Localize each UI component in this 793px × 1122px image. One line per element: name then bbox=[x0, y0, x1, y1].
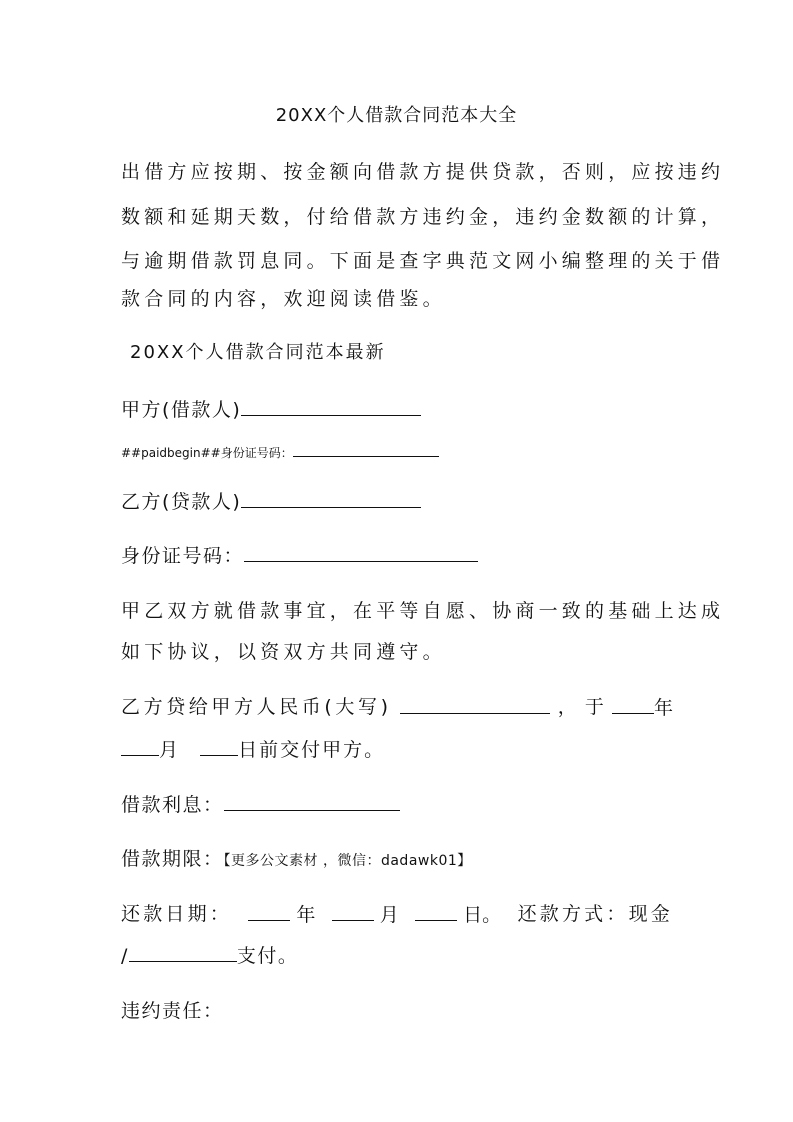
repayment-row-2 bbox=[121, 943, 673, 968]
repayment-label: 还款日期： bbox=[121, 903, 233, 925]
party-a-blank[interactable] bbox=[241, 397, 421, 416]
paid-marker-label: ##paidbegin##身份证号码： bbox=[121, 446, 293, 460]
intro-line-4: 款合同的内容，欢迎阅读借鉴。 bbox=[121, 288, 446, 310]
repay-day-label: 日。 bbox=[463, 904, 502, 926]
intro-line-1: 出借方应按期、按金额向借款方提供贷款，否则，应按违约 bbox=[121, 161, 725, 183]
party-b-label: 乙方(贷款人) bbox=[121, 491, 242, 513]
term-row bbox=[121, 847, 673, 873]
repay-method-blank[interactable] bbox=[129, 943, 237, 962]
repay-day-blank[interactable] bbox=[415, 902, 457, 921]
party-a-label: 甲方(借款人) bbox=[121, 399, 242, 421]
intro-line-2: 数额和延期天数，付给借款方违约金，违约金数额的计算， bbox=[121, 206, 725, 228]
id-number-label: 身份证号码： bbox=[121, 545, 245, 567]
id-number-blank[interactable] bbox=[244, 543, 478, 562]
loan-amount-row-2 bbox=[121, 737, 673, 762]
repayment-method-label: 还款方式：现金 bbox=[517, 903, 673, 925]
agreement-line-2: 如下协议，以资双方共同遵守。 bbox=[121, 641, 446, 663]
intro-line-3: 与逾期借款罚息同。下面是查字典范文网小编整理的关于借 bbox=[121, 250, 725, 272]
loan-year-label: 年 bbox=[653, 697, 673, 719]
loan-amount-row-1 bbox=[121, 695, 673, 720]
section-subtitle: 20XX个人借款合同范本最新 bbox=[130, 342, 386, 363]
paid-id-blank[interactable] bbox=[293, 444, 439, 457]
breach-label: 违约责任： bbox=[121, 1000, 224, 1022]
repay-month-label: 月 bbox=[379, 904, 399, 926]
party-b-row bbox=[121, 489, 673, 514]
loan-amount-at: 于 bbox=[584, 696, 604, 718]
interest-label: 借款利息： bbox=[121, 794, 224, 816]
loan-amount-blank[interactable] bbox=[400, 695, 550, 714]
interest-row bbox=[121, 792, 673, 817]
repay-month-blank[interactable] bbox=[332, 902, 374, 921]
repayment-pay-suffix: 支付。 bbox=[236, 945, 299, 967]
repayment-slash: / bbox=[121, 945, 129, 967]
loan-amount-comma: ， bbox=[557, 696, 577, 718]
repayment-row-1 bbox=[121, 902, 673, 927]
loan-month-label: 月 bbox=[159, 739, 181, 761]
repay-year-blank[interactable] bbox=[248, 902, 290, 921]
term-label: 借款期限： bbox=[121, 848, 224, 870]
loan-amount-prefix: 乙方贷给甲方人民币(大写) bbox=[121, 696, 392, 718]
interest-blank[interactable] bbox=[224, 792, 400, 811]
party-b-blank[interactable] bbox=[241, 489, 421, 508]
id-number-row bbox=[121, 543, 673, 568]
term-note: 【更多公文素材 ，微信：dadawk01】 bbox=[223, 853, 472, 869]
repay-year-label: 年 bbox=[296, 904, 316, 926]
document-title: 20XX个人借款合同范本大全 bbox=[275, 105, 518, 126]
loan-day-label: 日前交付甲方。 bbox=[238, 739, 386, 761]
loan-year-blank[interactable] bbox=[612, 695, 654, 714]
loan-day-blank[interactable] bbox=[200, 737, 238, 756]
paid-marker-row bbox=[121, 444, 673, 461]
party-a-row bbox=[121, 397, 673, 422]
loan-month-blank[interactable] bbox=[121, 737, 159, 756]
agreement-line-1: 甲乙双方就借款事宜，在平等自愿、协商一致的基础上达成 bbox=[121, 600, 725, 622]
